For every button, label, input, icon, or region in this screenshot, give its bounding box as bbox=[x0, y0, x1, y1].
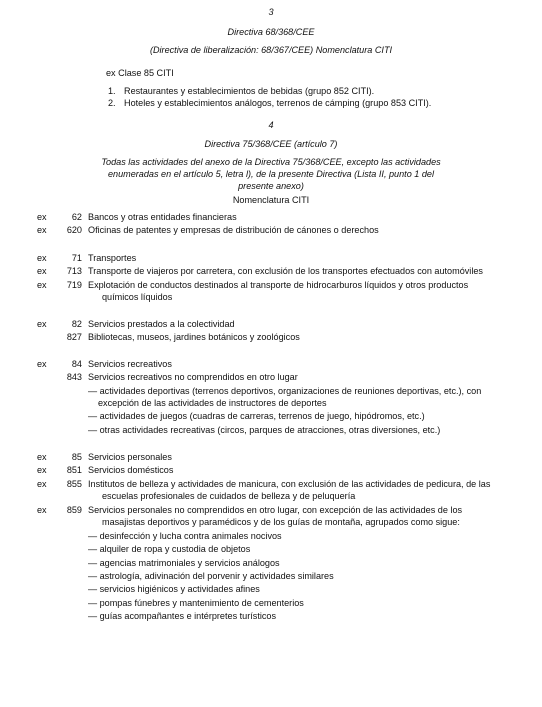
dash-text: — guías acompañantes e intérpretes turísticos bbox=[88, 611, 277, 621]
dash-text: — actividades deportivas (terrenos deportivos, organizaciones de reuniones deportivas, etc.), con bbox=[88, 386, 482, 396]
dash-text: — desinfección y lucha contra animales nocivos bbox=[88, 531, 282, 541]
dash-item bbox=[0, 597, 542, 609]
row-continuation bbox=[0, 291, 542, 303]
row-text: Servicios personales bbox=[88, 452, 172, 462]
row-text: Oficinas de patentes y empresas de distribución de cánones o derechos bbox=[88, 225, 379, 235]
dash-text: — otras actividades recreativas (circos, parques de atracciones, otras diversiones, etc.) bbox=[88, 425, 441, 435]
table-row bbox=[0, 371, 542, 383]
nomenclature-heading: Nomenclatura CITI bbox=[232, 195, 310, 205]
citi-code: 843 bbox=[66, 372, 82, 382]
table-row bbox=[0, 279, 542, 291]
row-text: Transportes bbox=[88, 253, 137, 263]
citi-code: 82 bbox=[71, 319, 82, 329]
ex-marker: ex bbox=[37, 280, 47, 290]
row-text-continued: masajistas deportivos y paramédicos y de los guías de montaña, agrupados como sigue: bbox=[102, 517, 460, 527]
table-row bbox=[0, 478, 542, 490]
row-continuation bbox=[0, 516, 542, 528]
dash-item bbox=[0, 570, 542, 582]
table-row bbox=[0, 358, 542, 370]
ex-marker: ex bbox=[37, 225, 47, 235]
table-row bbox=[0, 464, 542, 476]
ex-marker: ex bbox=[37, 505, 47, 515]
dash-item bbox=[0, 424, 542, 436]
item-text: Restaurantes y establecimientos de bebidas (grupo 852 CITI). bbox=[124, 86, 375, 96]
table-row bbox=[0, 451, 542, 463]
ex-marker: ex bbox=[37, 465, 47, 475]
ex-marker: ex bbox=[37, 212, 47, 222]
dash-item bbox=[0, 583, 542, 595]
dash-text: — actividades de juegos (cuadras de carreras, terrenos de juego, hipódromos, etc.) bbox=[88, 411, 425, 421]
row-text: Servicios recreativos bbox=[88, 359, 172, 369]
table-row bbox=[0, 504, 542, 516]
dash-text: — astrología, adivinación del porvenir y actividades similares bbox=[88, 571, 334, 581]
row-text-continued: químicos líquidos bbox=[102, 292, 173, 302]
row-text: Bibliotecas, museos, jardines botánicos y zoológicos bbox=[88, 332, 300, 342]
intro-line: enumeradas en el artículo 5, letra l), de la presente Directiva (Lista II, punto 1 del bbox=[107, 169, 435, 179]
section-title: Directiva 68/368/CEE bbox=[227, 27, 315, 37]
dash-item bbox=[0, 557, 542, 569]
dash-text: — servicios higiénicos y actividades afines bbox=[88, 584, 260, 594]
citi-code: 859 bbox=[66, 505, 82, 515]
row-continuation bbox=[0, 490, 542, 502]
table-row bbox=[0, 211, 542, 223]
citi-code: 855 bbox=[66, 479, 82, 489]
row-text: Servicios recreativos no comprendidos en otro lugar bbox=[88, 372, 298, 382]
row-text: Explotación de conductos destinados al transporte de hidrocarburos líquidos y otros productos bbox=[88, 280, 469, 290]
ex-marker: ex bbox=[37, 319, 47, 329]
ex-marker: ex bbox=[37, 253, 47, 263]
row-text: Bancos y otras entidades financieras bbox=[88, 212, 237, 222]
dash-text: — pompas fúnebres y mantenimiento de cementerios bbox=[88, 598, 304, 608]
citi-code: 719 bbox=[66, 280, 82, 290]
dash-text: — alquiler de ropa y custodia de objetos bbox=[88, 544, 251, 554]
citi-code: 713 bbox=[66, 266, 82, 276]
dash-item bbox=[0, 543, 542, 555]
table-row bbox=[0, 318, 542, 330]
ex-marker: ex bbox=[37, 479, 47, 489]
section-number: 3 bbox=[268, 7, 274, 17]
citi-code: 62 bbox=[71, 212, 82, 222]
ex-marker: ex bbox=[37, 266, 47, 276]
citi-code: 851 bbox=[66, 465, 82, 475]
item-number: 2. bbox=[108, 98, 116, 108]
dash-text: — agencias matrimoniales y servicios análogos bbox=[88, 558, 280, 568]
citi-code: 84 bbox=[71, 359, 82, 369]
list-item bbox=[0, 85, 542, 97]
ex-marker: ex bbox=[37, 359, 47, 369]
row-text: Institutos de belleza y actividades de manicura, con exclusión de las actividades de pedicura, de las bbox=[88, 479, 491, 489]
row-text: Servicios personales no comprendidos en otro lugar, con excepción de las actividades de los bbox=[88, 505, 463, 515]
dash-item bbox=[0, 385, 542, 397]
table-row bbox=[0, 265, 542, 277]
section-title: Directiva 75/368/CEE (artículo 7) bbox=[204, 139, 338, 149]
citi-code: 827 bbox=[66, 332, 82, 342]
row-text: Servicios domésticos bbox=[88, 465, 174, 475]
list-item bbox=[0, 97, 542, 109]
intro-line: presente anexo) bbox=[238, 181, 304, 191]
citi-code: 71 bbox=[71, 253, 82, 263]
section-subtitle: (Directiva de liberalización: 68/367/CEE) Nomenclatura CITI bbox=[149, 45, 393, 55]
citi-code: 85 bbox=[71, 452, 82, 462]
row-text: Servicios prestados a la colectividad bbox=[88, 319, 235, 329]
intro-line: Todas las actividades del anexo de la Directiva 75/368/CEE, excepto las actividades bbox=[101, 157, 441, 167]
section-number: 4 bbox=[268, 120, 274, 130]
dash-item-continuation bbox=[0, 397, 542, 409]
item-number: 1. bbox=[108, 86, 116, 96]
table-row bbox=[0, 252, 542, 264]
dash-item bbox=[0, 410, 542, 422]
class-line: ex Clase 85 CITI bbox=[106, 68, 174, 78]
dash-item bbox=[0, 530, 542, 542]
table-row bbox=[0, 224, 542, 236]
table-row bbox=[0, 331, 542, 343]
dash-text-continued: excepción de las actividades de instructores de deportes bbox=[98, 398, 327, 408]
row-text: Transporte de viajeros por carretera, con exclusión de los transportes efectuados con automóviles bbox=[88, 266, 483, 276]
dash-item bbox=[0, 610, 542, 622]
item-text: Hoteles y establecimientos análogos, terrenos de cámping (grupo 853 CITI). bbox=[124, 98, 432, 108]
row-text-continued: escuelas profesionales de cuidados de belleza y de peluquería bbox=[102, 491, 356, 501]
ex-marker: ex bbox=[37, 452, 47, 462]
citi-code: 620 bbox=[66, 225, 82, 235]
